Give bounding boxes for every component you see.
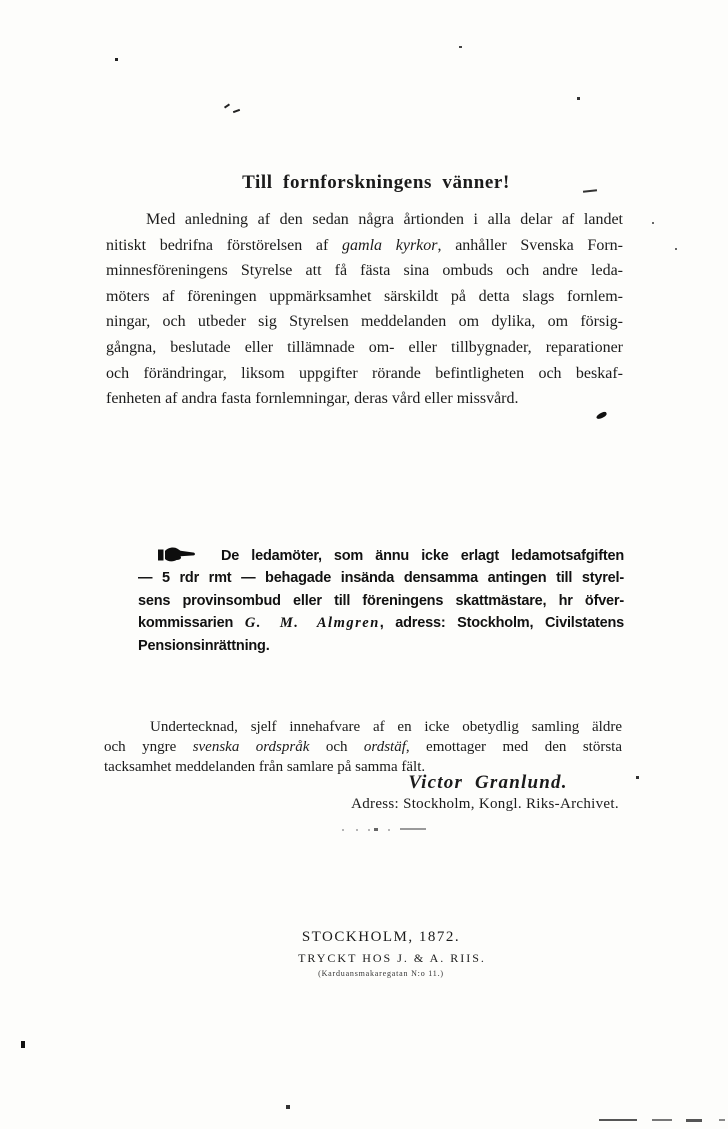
scan-speck [719, 1119, 725, 1121]
text-line: Pensionsinrättning. [138, 637, 270, 654]
scan-speck [400, 828, 426, 830]
scan-speck [374, 828, 378, 831]
text-line: fenheten af andra fasta fornlemningar, deras vård eller missvård. [106, 390, 519, 408]
text-line: möters af föreningen uppmärksamhet särskildt på detta slags fornlem- [106, 287, 623, 305]
scan-speck [652, 222, 654, 224]
scan-speck [675, 248, 677, 250]
manicule-icon [158, 547, 196, 563]
text-line: gångna, beslutade eller tillämnade om- eller tillbygnader, reparationer [106, 338, 623, 356]
text-line: ningar, och utbeder sig Styrelsen meddelanden om dylika, om försig- [106, 313, 623, 331]
scan-speck [233, 109, 240, 113]
scan-speck [21, 1041, 25, 1048]
italic-text: ordstäf [363, 739, 406, 755]
text-line: sens provinsombud eller till föreningens skattmästare, hr öfver- [138, 592, 624, 609]
proverbs-paragraph [104, 717, 622, 777]
scan-speck [342, 829, 344, 831]
scan-speck [636, 776, 639, 779]
scan-speck [595, 411, 607, 420]
scan-speck [115, 58, 118, 61]
signature-address: Adress: Stockholm, Kongl. Riks-Archivet. [351, 796, 619, 812]
imprint-street: (Karduansmakaregatan N:o 11.) [318, 969, 444, 978]
scan-speck [577, 97, 580, 100]
signature-name: Victor Granlund. [408, 772, 568, 793]
scan-speck [286, 1105, 290, 1109]
membership-notice [138, 545, 624, 657]
text-line: tacksamhet meddelanden från samlare på samma fält. [104, 759, 426, 775]
imprint-city-year: STOCKHOLM, 1872. [301, 929, 461, 945]
text-line: och förändringar, liksom uppgifter rörande befintligheten och beskaf- [106, 364, 623, 382]
imprint-block [0, 929, 728, 978]
scan-speck [599, 1119, 637, 1121]
text-line: De ledamöter, som ännu icke erlagt ledamotsafgiften [138, 545, 624, 567]
scan-speck [459, 46, 462, 48]
scan-speck [368, 829, 370, 831]
italic-text: svenska ordspråk [192, 739, 310, 755]
scan-speck [224, 103, 230, 108]
text-line: kommissarien G. M. Almgren, adress: Stockholm, Civilstatens [138, 615, 624, 632]
italic-name: G. M. Almgren [244, 615, 380, 632]
text-line: Med anledning af den sedan några årtionden i alla delar af landet [146, 211, 623, 228]
text-line: och yngre svenska ordspråk och ordstäf, emottager med den största [104, 739, 622, 755]
text-line: — 5 rdr rmt — behagade insända densamma antingen till styrel- [138, 570, 624, 587]
text-line: minnesföreningens Styrelse att få fästa sina ombuds och andre leda- [106, 262, 623, 280]
italic-text: gamla kyrkor [342, 236, 438, 254]
text-line: Undertecknad, sjelf innehafvare af en icke obetydlig samling äldre [150, 719, 622, 735]
scan-speck [356, 829, 358, 831]
scan-speck [388, 829, 390, 831]
page-title: Till fornforskningens vänner! [242, 172, 510, 193]
opening-paragraph [106, 207, 623, 412]
text-line: nitiskt bedrifna förstörelsen af gamla kyrkor, anhåller Svenska Forn- [106, 236, 623, 254]
scan-speck [686, 1119, 702, 1122]
scan-speck [652, 1119, 672, 1121]
imprint-printer: TRYCKT HOS J. & A. RIIS. [298, 951, 486, 965]
